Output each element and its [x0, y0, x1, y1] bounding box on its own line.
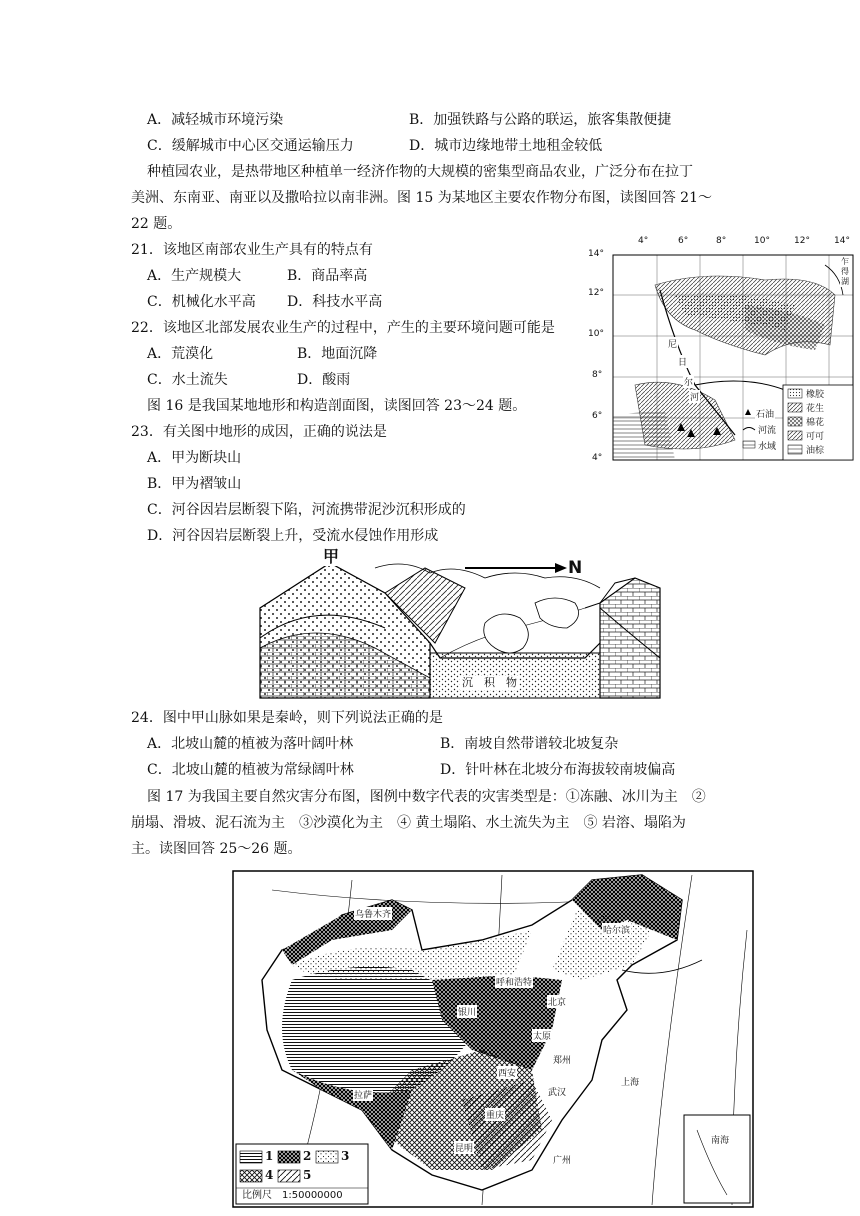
- intro-21-22-line3: 22 题。: [131, 216, 182, 232]
- fig17-city-harbin: 哈尔滨: [602, 923, 631, 936]
- fig17-city-zhengzhou: 郑州: [552, 1053, 572, 1066]
- fig15-lat-12: 12°: [588, 288, 604, 298]
- q23-option-a: A．甲为断块山: [147, 450, 242, 466]
- figure-15-crop-map: [585, 235, 860, 470]
- q24-option-b: B．南坡自然带谱较北坡复杂: [440, 736, 619, 752]
- intro-25-26-line1: 图 17 为我国主要自然灾害分布图，图例中数字代表的灾害类型是：①冻融、冰川为主 ②: [147, 789, 706, 805]
- fig15-lon-8: 8°: [716, 236, 727, 246]
- fig17-city-wuhan: 武汉: [547, 1085, 567, 1098]
- q23-option-d: D．河谷因岩层断裂上升，受流水侵蚀作用形成: [147, 528, 439, 544]
- q21-option-b: B．商品率高: [287, 268, 368, 284]
- intro-21-22-line2: 美洲、东南亚、南亚以及撒哈拉以南非洲。图 15 为某地区主要农作物分布图，读图回答 21～: [131, 190, 712, 206]
- q21-option-d: D．科技水平高: [287, 294, 383, 310]
- q22-option-b: B．地面沉降: [297, 346, 378, 362]
- q22-option-a: A．荒漠化: [147, 346, 214, 362]
- fig17-city-yinchuan: 银川: [457, 1005, 477, 1018]
- fig15-lat-4: 4°: [592, 453, 603, 463]
- q24-option-a: A．北坡山麓的植被为落叶阔叶林: [147, 736, 354, 752]
- q21-stem: 21．该地区南部农业生产具有的特点有: [131, 242, 373, 258]
- fig15-legend-oil: 石油: [755, 407, 775, 420]
- q22-option-c: C．水土流失: [147, 372, 228, 388]
- fig15-legend-cocoa: 可可: [805, 429, 825, 442]
- q24-stem: 24．图中甲山脉如果是秦岭，则下列说法正确的是: [131, 710, 443, 726]
- fig17-city-hohhot: 呼和浩特: [495, 975, 533, 988]
- fig15-lat-6: 6°: [592, 411, 603, 421]
- fig15-lon-6: 6°: [678, 236, 689, 246]
- fig17-city-xian: 西安: [497, 1066, 517, 1079]
- q20-option-b: B．加强铁路与公路的联运，旅客集散便捷: [409, 112, 672, 128]
- fig17-scale: 比例尺 1:50000000: [242, 1190, 343, 1201]
- fig16-sediment-label: 沉 积 物: [462, 676, 517, 689]
- fig15-legend-rubber: 橡胶: [805, 387, 825, 400]
- fig15-lat-14: 14°: [588, 249, 604, 259]
- q22-option-d: D．酸雨: [297, 372, 351, 388]
- fig15-legend-peanut: 花生: [805, 401, 825, 414]
- fig15-river-char-2: 日: [677, 355, 688, 368]
- fig17-city-chongqing: 重庆: [485, 1108, 505, 1121]
- intro-25-26-line3: 主。读图回答 25～26 题。: [131, 841, 302, 857]
- fig15-legend-cotton: 棉花: [805, 415, 825, 428]
- intro-25-26-line2: 崩塌、滑坡、泥石流为主 ③沙漠化为主 ④ 黄土塌陷、水土流失为主 ⑤ 岩溶、塌陷为: [131, 815, 686, 831]
- intro-23-24: 图 16 是我国某地地形和构造剖面图，读图回答 23～24 题。: [147, 398, 527, 414]
- fig15-legend-river: 河流: [757, 423, 777, 436]
- fig17-city-urumqi: 乌鲁木齐: [354, 907, 392, 920]
- q21-option-c: C．机械化水平高: [147, 294, 256, 310]
- q20-option-c: C．缓解城市中心区交通运输压力: [147, 138, 354, 154]
- q23-option-c: C．河谷因岩层断裂下陷，河流携带泥沙沉积形成的: [147, 502, 466, 518]
- q20-option-d: D．城市边缘地带土地租金较低: [409, 138, 603, 154]
- q24-option-d: D．针叶林在北坡分布海拔较南坡偏高: [440, 762, 676, 778]
- q20-option-a: A．减轻城市环境污染: [147, 112, 284, 128]
- q24-option-c: C．北坡山麓的植被为常绿阔叶林: [147, 762, 354, 778]
- intro-21-22-line1: 种植园农业，是热带地区种植单一经济作物的大规模的密集型商品农业，广泛分布在拉丁: [147, 164, 693, 180]
- fig15-legend-water: 水域: [757, 439, 777, 452]
- fig17-city-guangzhou: 广州: [552, 1153, 572, 1166]
- fig16-north-label: N: [568, 558, 583, 578]
- fig15-lon-10: 10°: [754, 236, 770, 246]
- fig15-lake-label: 乍得湖: [840, 257, 852, 287]
- fig15-lat-10: 10°: [588, 329, 604, 339]
- fig17-city-kunming: 昆明: [454, 1141, 474, 1154]
- fig17-city-taiyuan: 太原: [532, 1029, 552, 1042]
- fig15-lon-14: 14°: [834, 236, 850, 246]
- fig15-lon-12: 12°: [794, 236, 810, 246]
- fig16-mountain-jia-label: 甲: [323, 547, 340, 566]
- fig17-city-lhasa: 拉萨: [353, 1088, 373, 1101]
- q23-option-b: B．甲为褶皱山: [147, 476, 242, 492]
- fig17-legend-2: 2: [303, 1149, 312, 1163]
- figure-16-terrain-section: [255, 548, 665, 703]
- fig15-lat-8: 8°: [592, 370, 603, 380]
- fig15-river-char-4: 河: [689, 390, 700, 403]
- fig15-river-char-1: 尼: [667, 337, 678, 350]
- fig15-lon-4: 4°: [638, 236, 649, 246]
- figure-17-disaster-map: [232, 870, 756, 1210]
- fig15-legend-oilpalm: 油棕: [805, 443, 825, 456]
- fig17-legend-1: 1: [265, 1149, 274, 1163]
- fig17-legend-3: 3: [341, 1149, 350, 1163]
- fig17-legend-5: 5: [303, 1168, 312, 1182]
- fig17-city-shanghai: 上海: [620, 1075, 640, 1088]
- fig17-city-beijing: 北京: [547, 995, 567, 1008]
- fig17-south-sea: 南海: [710, 1133, 730, 1146]
- q23-stem: 23．有关图中地形的成因，正确的说法是: [131, 424, 387, 440]
- q21-option-a: A．生产规模大: [147, 268, 242, 284]
- fig17-legend-4: 4: [265, 1168, 274, 1182]
- fig15-river-char-3: 尔: [683, 375, 694, 388]
- q22-stem: 22．该地区北部发展农业生产的过程中，产生的主要环境问题可能是: [131, 320, 555, 336]
